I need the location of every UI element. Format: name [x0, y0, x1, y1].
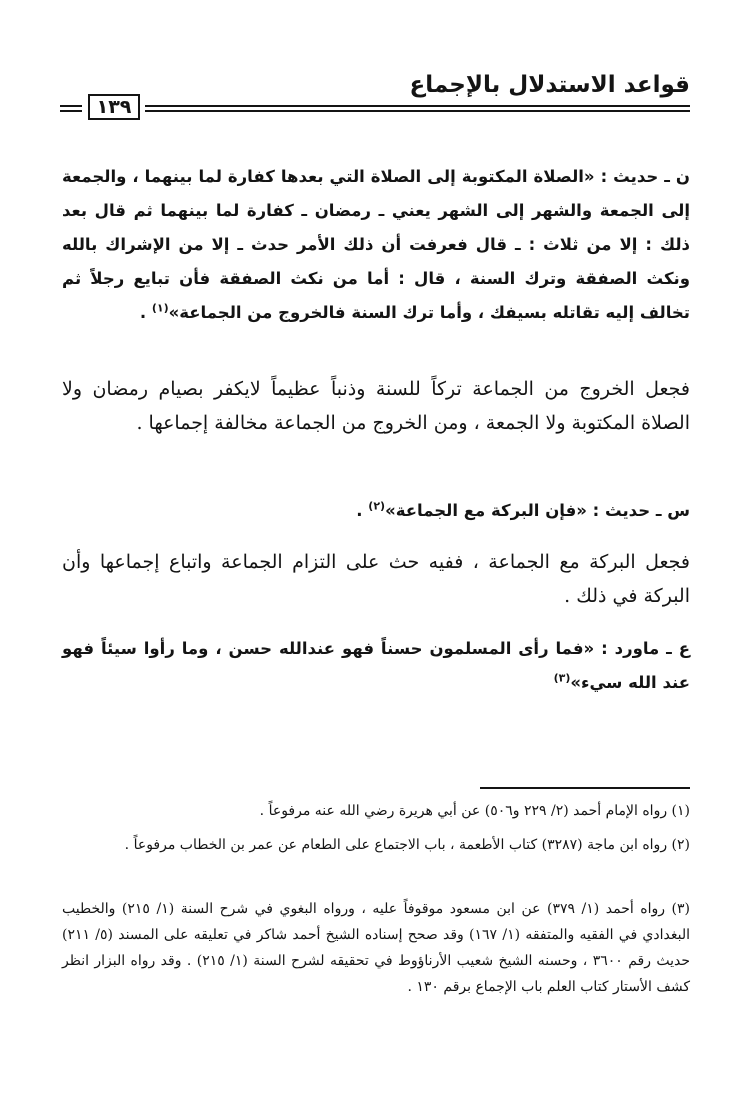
- header-left-rule-top: [60, 105, 82, 107]
- footnote-3: (٣) رواه أحمد (١/ ٣٧٩) عن ابن مسعود موقوفاً عليه ، ورواه البغوي في شرح السنة (١/ ٢١٥) والخطيب البغدادي في الفقيه والمتفقه (١/ ١٦٧) وقد صحح إسناده الشيخ أحمد شاكر في تعليقه على المسند (٥/ ٢١١) حديث رقم ٣٦٠٠ ، وحسنه الشيخ شعيب الأرناؤوط في تحقيقه لشرح السنة (١/ ٢١٥) . وقد رواه البزار انظر كشف الأستار كتاب العلم باب الإجماع برقم ١٣٠ .: [62, 901, 691, 995]
- paragraph-athar-ain: [62, 632, 690, 700]
- header-rule-bottom: [145, 110, 690, 112]
- footnote-ref-3: (٣): [553, 671, 571, 685]
- paragraph-commentary-2: [62, 545, 690, 613]
- paragraph-commentary-1: [62, 372, 690, 440]
- paragraph-hadith-n-end: .: [139, 303, 152, 322]
- paragraph-commentary-1-text: فجعل الخروج من الجماعة تركاً للسنة وذنباً عظيماً لايكفر بصيام رمضان ولا الصلاة المكتوبة ولا الجمعة ، ومن الخروج من الجماعة مخالفة إجماعها .: [62, 378, 690, 434]
- paragraph-hadith-s-end: .: [356, 501, 369, 520]
- header-rule-top: [145, 105, 690, 107]
- footnote-1: (١) رواه الإمام أحمد (٢/ ٢٢٩ و٥٠٦) عن أبي هريرة رضي الله عنه مرفوعاً .: [259, 803, 690, 819]
- running-header: [60, 72, 690, 122]
- footnote-ref-2: (٢): [368, 499, 386, 513]
- header-left-rule-bottom: [60, 110, 82, 112]
- footnote-2: (٢) رواه ابن ماجة (٣٢٨٧) كتاب الأطعمة ، باب الاجتماع على الطعام عن عمر بن الخطاب مرفوعاً .: [124, 837, 690, 853]
- paragraph-athar-ain-text: ع ـ ماورد : «فما رأى المسلمون حسناً فهو عندالله حسن ، وما رأوا سيئاً فهو عند الله سيء»: [62, 639, 690, 692]
- header-title: قواعد الاستدلال بالإجماع: [409, 72, 690, 98]
- paragraph-hadith-n: [62, 160, 690, 330]
- page-number: ١٣٩: [88, 94, 140, 120]
- paragraph-commentary-2-text: فجعل البركة مع الجماعة ، ففيه حث على التزام الجماعة واتباع إجماعها وأن البركة في ذلك .: [62, 551, 690, 607]
- paragraph-hadith-s: [62, 494, 690, 528]
- footnote-separator: [480, 787, 690, 789]
- paragraph-hadith-s-text: س ـ حديث : «فإن البركة مع الجماعة»: [385, 501, 690, 520]
- paragraph-hadith-n-text: ن ـ حديث : «الصلاة المكتوبة إلى الصلاة التي بعدها كفارة لما بينهما ، والجمعة إلى الجمعة والشهر إلى الشهر يعني ـ رمضان ـ كفارة لما بينهما ثم قال بعد ذلك : إلا من ثلاث : ـ قال فعرفت أن ذلك الأمر حدث ـ إلا من الإشراك بالله ونكث الصفقة وترك السنة ، قال : أما من نكث الصفقة فأن تبايع رجلاً ثم تخالف إليه تقاتله بسيفك ، وأما ترك السنة فالخروج من الجماعة»: [62, 167, 690, 322]
- footnote-ref-1: (١): [151, 301, 169, 315]
